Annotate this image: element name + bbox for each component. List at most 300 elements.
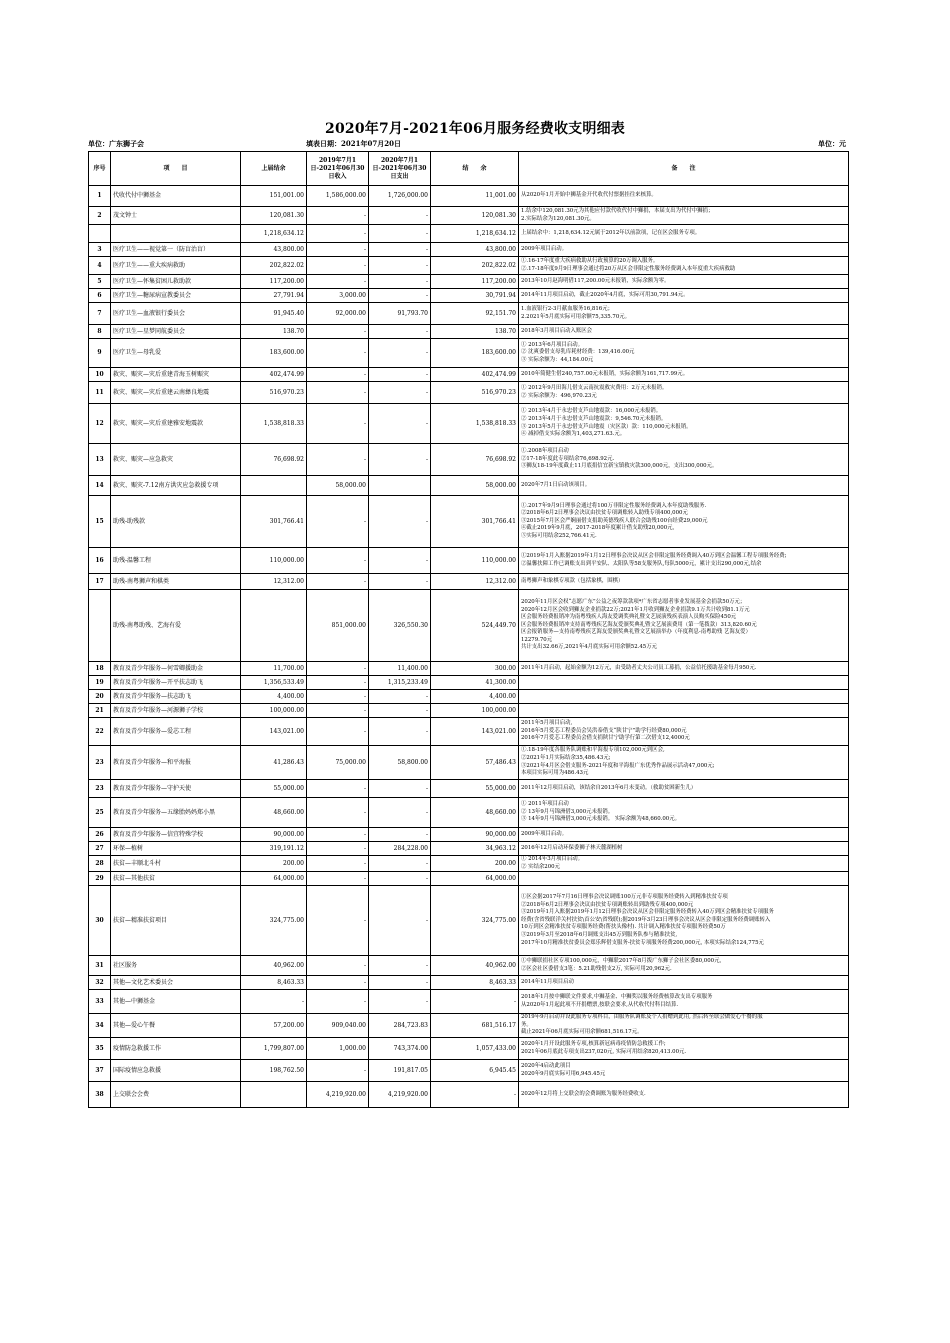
row-remark [519,718,849,746]
table-row [89,225,849,243]
remark-line: ②2021年1月实际结余35,486.43元; [521,754,611,761]
row-remark [519,1082,849,1108]
row-item: 教育及青少年服务—守护天使 [111,780,241,798]
remark-line: 区会服务经费报销冲为南粤残疾人海友爱调奖典礼暨文艺展演残疾表演人员购买保险450元 [521,614,737,621]
table-row [89,574,849,590]
row-item: 其他—爱心午餐 [111,1014,241,1038]
remark-line: ①中狮联捐社区专项100,000元，中狮联2017年8月拨广东狮子会社区委80,000元, [521,958,722,965]
row-prev-balance: 516,970.23 [241,382,307,404]
row-expense: 284,228.00 [369,842,431,856]
row-prev-balance: 1,538,818.33 [241,404,307,444]
remark-line: ②温馨扶障工作已调账支出到平安队、太阳队等58支服务队,每队5000元，累计支出290,000元,结余 [521,560,762,567]
row-balance: 8,463.33 [431,976,519,990]
row-item: 救灾、赈灾—灾后重建云南彝良地震 [111,382,241,404]
ledger-table [88,151,849,1108]
row-number: 25 [89,798,111,828]
row-item: 环保—植树 [111,842,241,856]
row-balance: 40,962.00 [431,956,519,976]
row-number: 37 [89,1060,111,1082]
row-number: 23 [89,746,111,780]
row-prev-balance: 48,660.00 [241,798,307,828]
row-remark [519,368,849,382]
table-row [89,1082,849,1108]
row-prev-balance: 138.70 [241,325,307,339]
row-item: 教育及青少年服务—开平扶志助飞 [111,676,241,690]
row-item: 医疗卫生—怀集贫困儿救助款 [111,275,241,289]
table-row [89,325,849,339]
row-expense: - [369,828,431,842]
row-balance: - [431,990,519,1014]
row-item: 助残-南粤助残、艺海有爱 [111,590,241,662]
table-row [89,872,849,886]
remark-line: 2014年11月项目启动，截止2020年4月底，实际可用30,791.94元。 [521,291,689,298]
row-balance: 301,766.41 [431,496,519,548]
row-balance: 200.00 [431,856,519,872]
row-prev-balance: 183,600.00 [241,339,307,368]
remark-line: 2010年简健生借240,757.00元未报销，实际余额为161,717.99元。 [521,370,689,377]
row-number: 12 [89,404,111,444]
row-prev-balance: 324,775.00 [241,886,307,956]
row-balance: 92,151.70 [431,303,519,325]
row-item: 助残-温馨工程 [111,548,241,574]
row-expense: - [369,225,431,243]
row-balance: 324,775.00 [431,886,519,956]
table-header-row [89,152,849,186]
row-item: 救灾、赈灾—灾后重建青海玉树赈灾 [111,368,241,382]
row-remark [519,325,849,339]
remark-line: ③2015年7月区会严娴丽借支捐助英德残疾人联合会助残100台经费29,000元 [521,517,708,524]
row-number: 29 [89,872,111,886]
row-expense: - [369,886,431,956]
row-remark [519,798,849,828]
row-remark [519,303,849,325]
remark-line: ② 实结余200元 [521,863,560,870]
row-expense: - [369,548,431,574]
header-balance: 结 余 [431,152,519,186]
remark-line: 共计支出32.66万,2021年4月底实际可用余额52.45万元 [521,644,657,651]
row-number: 10 [89,368,111,382]
row-income: - [307,404,369,444]
report-date: 填表日期：2021年07月20日 [306,139,401,148]
row-remark [519,976,849,990]
remark-line: 2011年1月启动，起始金额为12万元，由受助者丈夫公司员工募捐，公益信托援助基金每月950元. [521,664,757,671]
remark-line: ③狮友18-19年度截止11月底捐信宜新宝镇救灾款300,000元，支出300,000元。 [521,463,718,470]
remark-line: 2016年7月爱芯工程委员会借支捐陕甘宁助学行第二次借支12,4000元 [521,735,690,742]
header-prev-balance: 上届结余 [241,152,307,186]
row-balance: 90,000.00 [431,828,519,842]
row-balance: 1,057,433.00 [431,1038,519,1060]
row-balance: 41,300.00 [431,676,519,690]
row-item: 扶贫—其他扶贫 [111,872,241,886]
remark-line: ④截止2019年9月底，2017-2018年度累计借支助残20,000元, [521,525,675,532]
row-expense: 284,723.83 [369,1014,431,1038]
remark-line: 2016年12月启动环保委狮子林天麓湖植树 [521,844,623,851]
row-expense: - [369,718,431,746]
row-prev-balance: 76,698.92 [241,444,307,476]
row-expense: 1,315,233.49 [369,676,431,690]
remark-line: 2020年7月1日启动该项目。 [521,481,591,488]
row-expense: 58,800.00 [369,746,431,780]
remark-line: 2018年3月项目启动入账区会 [521,327,593,334]
header-income: 2019年7月1日-2021年06月30日收入 [307,152,369,186]
table-row [89,842,849,856]
row-expense: - [369,798,431,828]
remark-line: ③ 14年9月马锦洲借3,000元未报销。 实际余额为48,660.00元。 [521,816,681,823]
remark-line: 2020年11月区会权“志愿广东”公益之夜筹款款项*广东省志愿者事业发展基金会捐款50万元； [521,598,746,605]
row-remark [519,590,849,662]
row-item: 医疗卫生—母乳爱 [111,339,241,368]
remark-line: 从2020年1月开始中狮基金开代收代付票据挂往来核算。 [521,192,657,199]
remark-line: 2019年9月启动并设此服务专项科目，由服务队调账及个人捐赠到此用, 然后转至联会做爱心午餐的服 [521,1014,763,1021]
row-expense: - [369,368,431,382]
remark-line: 2020年1月开设此服务专项,核算新冠病毒疫情防急救援工作; [521,1041,666,1048]
row-balance: 48,660.00 [431,798,519,828]
row-balance: 300.00 [431,662,519,676]
row-remark [519,243,849,257]
remark-line: 上届结余中：1,218,634.12元属于2012年以前款项，记在区会服务专项。 [521,229,701,236]
row-expense: - [369,856,431,872]
table-row [89,798,849,828]
row-item: 医疗卫生—星梦同航委员会 [111,325,241,339]
remark-line: ① 2013年4月于永忠借支芦山地震款：16,000元未报销。 [521,408,662,415]
row-item: 疫情防急救援工作 [111,1038,241,1060]
remark-line: 10万到区会精准扶贫专项服务经费(帮扶头像村). 共计调入精准扶贫专项服务经费50万 [521,924,726,931]
row-number: 7 [89,303,111,325]
remark-line: ② 沈爽委借支母乳库耗材经费：139,416.00元 [521,349,635,356]
row-remark [519,289,849,303]
remark-line: 1.结余中120,081.30元为其他应付款代收代付中狮捐，本届支出为代付中狮捐； [521,207,714,214]
row-balance: 11,001.00 [431,186,519,207]
remark-line: 2021年06月底此专项支出237,020元, 实际可用结余820,413.00元. [521,1048,687,1055]
remark-line: ① 2011年项目启动 [521,801,569,808]
row-remark [519,1014,849,1038]
row-remark [519,886,849,956]
row-expense: 11,400.00 [369,662,431,676]
remark-line: 2017年10月精准扶贫委员会郑乐辉借支服务-扶贫专项服务经费200,000元, 本项实际结余124,775元 [521,939,764,946]
row-number: 20 [89,690,111,704]
row-income: - [307,842,369,856]
row-item: 代收代付中狮基金 [111,186,241,207]
row-remark [519,780,849,798]
row-expense: - [369,207,431,225]
row-expense: - [369,382,431,404]
row-income: 92,000.00 [307,303,369,325]
row-expense: - [369,976,431,990]
row-prev-balance: 11,700.00 [241,662,307,676]
row-income: 1,586,000.00 [307,186,369,207]
remark-line: 2009年项目启动。 [521,830,568,837]
row-number: 35 [89,1038,111,1060]
row-number: 23 [89,780,111,798]
row-income: - [307,257,369,275]
row-remark [519,404,849,444]
row-prev-balance: 198,762.50 [241,1060,307,1082]
remark-line: ②区会社区委借支3笔：5.21助残借支2万, 实际可用20,962元. [521,965,672,972]
table-row [89,303,849,325]
row-prev-balance: 1,218,634.12 [241,225,307,243]
row-expense: 191,817.05 [369,1060,431,1082]
row-prev-balance: 200.00 [241,856,307,872]
row-remark [519,339,849,368]
row-item: 救灾、赈灾—应急救灾 [111,444,241,476]
row-expense: 326,550.30 [369,590,431,662]
table-row [89,856,849,872]
row-expense: - [369,780,431,798]
row-balance: 12,312.00 [431,574,519,590]
row-remark [519,1060,849,1082]
row-item: 其他—文化艺术委员会 [111,976,241,990]
row-remark [519,548,849,574]
table-row [89,718,849,746]
row-remark [519,990,849,1014]
table-row [89,676,849,690]
row-item: 茂文钟士 [111,207,241,225]
row-income: 58,000.00 [307,476,369,496]
table-row [89,690,849,704]
table-row [89,548,849,574]
row-income: - [307,275,369,289]
row-expense: - [369,496,431,548]
remark-line: 2020年12月区会收到狮友企业捐款22万;2021年1月收到狮友企业捐款9.1万共计收到81.1万元 [521,606,750,613]
table-row [89,382,849,404]
row-item: 助残-南粤狮声和棋类 [111,574,241,590]
row-item [111,225,241,243]
row-item: 教育及青少年服务—爱芯工程 [111,718,241,746]
row-number [89,225,111,243]
row-income: 4,219,920.00 [307,1082,369,1108]
row-balance: 524,449.70 [431,590,519,662]
row-expense: - [369,289,431,303]
remark-line: ① 2013年6月项目启动。 [521,341,583,348]
row-income: - [307,828,369,842]
remark-line: ①2019年1月入账据2019年1月12日理事会决议从区会非限定服务经费调入40万到区会温馨工程专项服务经费; [521,552,787,559]
row-income: - [307,548,369,574]
table-row [89,976,849,990]
row-prev-balance [241,476,307,496]
row-remark [519,956,849,976]
row-prev-balance: 57,200.00 [241,1014,307,1038]
row-income: - [307,676,369,690]
row-balance: 143,021.00 [431,718,519,746]
row-income: - [307,780,369,798]
table-row [89,956,849,976]
remark-line: ①.2008年项目启动 [521,448,569,455]
row-income: 1,000.00 [307,1038,369,1060]
row-expense: 4,219,920.00 [369,1082,431,1108]
row-income: - [307,718,369,746]
row-item: 救灾、赈灾—灾后重建雅安地震款 [111,404,241,444]
remark-line: 务。 [521,1021,532,1028]
row-remark [519,257,849,275]
row-prev-balance: 55,000.00 [241,780,307,798]
row-income: - [307,872,369,886]
row-remark [519,690,849,704]
row-remark [519,746,849,780]
row-income: 3,000.00 [307,289,369,303]
remark-line: 12279.70元 [521,636,553,643]
row-item: 医疗卫生——视觉第一（防盲治盲） [111,243,241,257]
row-income: - [307,574,369,590]
row-balance: 43,800.00 [431,243,519,257]
remark-line: 2.2021年5月底实际可用余额75,335.70元。 [521,313,631,320]
row-balance: 57,486.43 [431,746,519,780]
remark-line: ①.18-19年度各服务队调账和平海报专项102,000元到区会, [521,747,665,754]
header-expense: 2020年7月1日-2021年06月30日支出 [369,152,431,186]
remark-line: ③2019年1月入账据2019年1月12日理事会决议从区会非限定服务经费转入40万到区会精准扶贫专项服务 [521,909,774,916]
remark-line: 区会报销服务—支持南粤残疾艺海友爱颁奖典礼暨文艺展演举办（年度利息-南粤助残 艺海友爱） [521,629,751,636]
row-number: 21 [89,704,111,718]
remark-line: ②2018年6月2日理事会决议由扶贫专项调账转入助残专项400,000元 [521,510,688,517]
row-number: 33 [89,990,111,1014]
table-row [89,746,849,780]
row-prev-balance: 90,000.00 [241,828,307,842]
row-income: - [307,886,369,956]
remark-line: 2016年5月爱芯工程委员会吴洪泰借支“陕甘宁”助学行经费80,000元 [521,727,687,734]
remark-line: ②17-18年度此专项结余76,698.92元. [521,455,615,462]
row-item: 扶贫—丰顺北斗村 [111,856,241,872]
row-number: 15 [89,496,111,548]
row-number: 11 [89,382,111,404]
page-title: 2020年7月-2021年06月服务经费收支明细表 [325,121,625,137]
remark-line: 2011年12月项目启动，该结余自2013年6月未变动。（救助贫困新生儿） [521,784,697,791]
row-item: 教育及青少年服务—河源狮子学校 [111,704,241,718]
ledger-body [89,186,849,1108]
row-income: 851,000.00 [307,590,369,662]
row-prev-balance: 402,474.99 [241,368,307,382]
row-number: 1 [89,186,111,207]
row-remark [519,225,849,243]
row-balance: 55,000.00 [431,780,519,798]
row-remark [519,186,849,207]
row-remark [519,842,849,856]
row-item: 教育及青少年服务—和平海报 [111,746,241,780]
remark-line: ②2018年6月2日理事会决议由扶贫专项调账转出到助残专项400,000元 [521,901,694,908]
remark-line: 1.血液银行2-3月献血服务16,816元； [521,305,613,312]
remark-line: 从2020年1月起此项不开捐赠票,按联会要求,从代收代付科目结算. [521,1001,679,1008]
row-prev-balance: 143,021.00 [241,718,307,746]
table-row [89,704,849,718]
row-balance: 1,218,634.12 [431,225,519,243]
row-prev-balance [241,590,307,662]
remark-line: 2011年5月项目启动, [521,720,573,727]
row-number: 27 [89,842,111,856]
row-balance: 110,000.00 [431,548,519,574]
row-item: 上交联会会费 [111,1082,241,1108]
row-balance: 100,000.00 [431,704,519,718]
row-expense: - [369,872,431,886]
remark-line: ①.2017年9月9日理事会通过将100万非限定性服务经费调入本年度助残服务. [521,502,707,509]
report-meta [88,139,848,151]
row-item: 教育及青少年服务—何雪卿援助金 [111,662,241,676]
row-income: - [307,690,369,704]
row-prev-balance: 12,312.00 [241,574,307,590]
row-remark [519,476,849,496]
row-item: 教育及青少年服务—五缘胎妈妈郑小黑 [111,798,241,828]
table-row [89,828,849,842]
row-income: - [307,368,369,382]
row-prev-balance: 202,822.02 [241,257,307,275]
table-row [89,257,849,275]
row-prev-balance: 43,800.00 [241,243,307,257]
row-remark [519,828,849,842]
row-number: 16 [89,548,111,574]
row-prev-balance: 120,081.30 [241,207,307,225]
row-expense: 743,374.00 [369,1038,431,1060]
remark-line: ③2021年4月区会借支服务-2021年度和平海报广东优秀作品展示活动47,000元; [521,762,715,769]
row-expense: 91,793.70 [369,303,431,325]
row-number: 32 [89,976,111,990]
header-remark: 备 注 [519,152,849,186]
remark-line: ⑤实际可用结余252,766.41元. [521,532,597,539]
row-number: 14 [89,476,111,496]
row-income: - [307,339,369,368]
row-number: 34 [89,1014,111,1038]
row-number: 13 [89,444,111,476]
header-no: 序号 [89,152,111,186]
row-prev-balance: 319,191.12 [241,842,307,856]
row-number: 30 [89,886,111,956]
table-row [89,243,849,257]
row-balance: 120,081.30 [431,207,519,225]
row-number: 4 [89,257,111,275]
row-expense: - [369,257,431,275]
remark-line: ② 13年9月马锦洲借3,000元未报销。 [521,808,614,815]
row-income: 75,000.00 [307,746,369,780]
row-income: - [307,856,369,872]
row-balance: 1,538,818.33 [431,404,519,444]
row-number: 2 [89,207,111,225]
table-row [89,990,849,1014]
row-prev-balance: 117,200.00 [241,275,307,289]
row-prev-balance: 8,463.33 [241,976,307,990]
row-income: - [307,1060,369,1082]
row-balance: 6,945.45 [431,1060,519,1082]
row-income: - [307,496,369,548]
row-remark [519,676,849,690]
remark-line: 2009年项目启动。 [521,245,568,252]
row-remark [519,207,849,225]
row-number: 18 [89,662,111,676]
row-item: 助残-助残款 [111,496,241,548]
row-prev-balance: 91,945.40 [241,303,307,325]
row-number: 26 [89,828,111,842]
remark-line: 2013年10月赵海明借117,200.00元未报销，实际余额为零。 [521,277,670,284]
row-balance: 681,516.17 [431,1014,519,1038]
row-item: 国际疫情应急救援 [111,1060,241,1082]
row-prev-balance: 4,400.00 [241,690,307,704]
table-row [89,476,849,496]
remark-line: 2020年12月将上交联会的会费调账为服务经费收支. [521,1090,646,1097]
remark-line: ② 2013年4月于永忠借支芦山地震款：9,546.70元未报销。 [521,415,667,422]
row-number: 19 [89,676,111,690]
row-expense: - [369,956,431,976]
row-income: - [307,325,369,339]
row-item: 教育及青少年服务—信宜特殊学校 [111,828,241,842]
remark-line: 2.实际结余为120,081.30元。 [521,215,595,222]
table-row [89,289,849,303]
row-item: 医疗卫生——重大疾病救助 [111,257,241,275]
remark-line: ① 2012年9月田海儿借支云南抗震救灾费用：2万元未报销。 [521,384,668,391]
row-remark [519,872,849,886]
table-row [89,1060,849,1082]
row-income: - [307,225,369,243]
row-number: 28 [89,856,111,872]
row-expense: - [369,990,431,1014]
row-expense [369,476,431,496]
row-expense: 1,726,000.00 [369,186,431,207]
table-row [89,207,849,225]
remark-line: 2020年4启动此项目 [521,1063,571,1070]
